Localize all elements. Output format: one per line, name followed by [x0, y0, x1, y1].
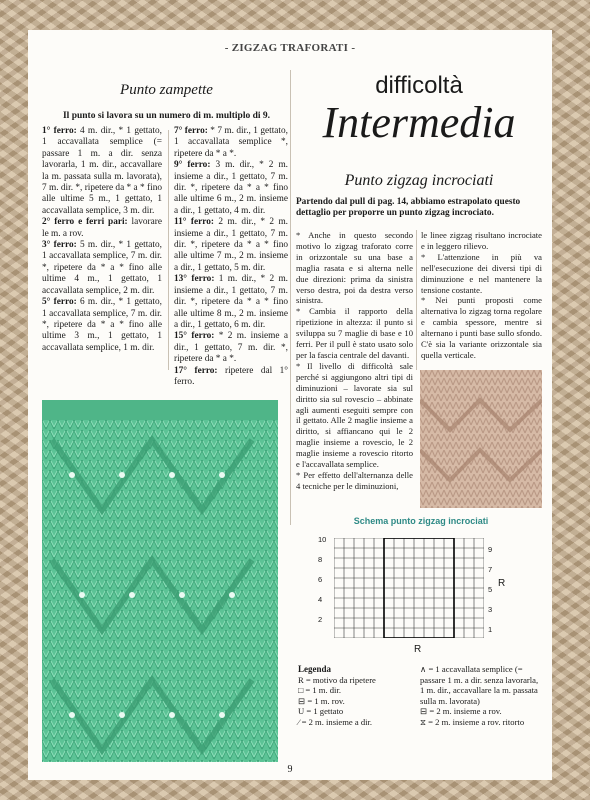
magazine-page [28, 30, 552, 780]
page-number: 9 [287, 764, 293, 775]
instruction-row [174, 160, 288, 217]
paragraph: * Il livello di difficoltà sale perché si aggiungono altri tipi di diminuzioni – lavorate sia sul diritto sia sul rovescio – abbinate agli aumenti eseguiti sempre con il gettato. Alle 2 maglie insieme a diritto, si affiancano qui le 2 maglie insieme a rovescio, le 2 maglie insieme a rovescio ritorto e l'accavallata semplice. [296, 360, 413, 470]
chart-title: Schema punto zigzag incrociati [353, 516, 489, 526]
row-number: 1° ferro: [42, 126, 77, 136]
chart-grid [334, 538, 484, 638]
left-instructions-col2 [174, 126, 288, 388]
page-divider [290, 70, 291, 525]
row-label: 3 [488, 605, 493, 614]
row-label: 8 [318, 555, 323, 564]
legend-right [420, 664, 544, 728]
row-text: 1 m. dir., * 2 m. insieme a dir., 1 gettato, 7 m. dir. *, ripetere da * a * fino alle ultime 8 m., 2 m. insieme a dir., 1 gettato, 6 m. dir. [174, 274, 289, 330]
instruction-row [42, 240, 162, 297]
paragraph: * Cambia il rapporto della ripetizione in altezza: il punto si sviluppa su 7 maglie di base e 10 ferri. Per il pull è stato usato solo per la fascia centrale del davanti. [296, 306, 413, 360]
left-intro: Il punto si lavora su un numero di m. multiplo di 9. [62, 111, 271, 121]
row-label: 5 [488, 585, 493, 594]
legend-item: ⧖ = 2 m. insieme a rov. ritorto [420, 716, 525, 727]
row-number: 5° ferro: [42, 297, 77, 308]
legend-item: ⁄ = 2 m. insieme a dir. [298, 716, 373, 727]
right-text-col1 [296, 230, 413, 492]
row-number: 3° ferro: [42, 240, 77, 251]
legend-left [298, 664, 410, 728]
legend-title: Legenda [298, 664, 332, 674]
row-text: 5 m. dir., * 1 gettato, 1 accavallata semplice, 7 m. dir. *, ripetere da * a * fino alle ultime 4 m., 1 gettato, 1 accavallata semplice, 2 m. dir. [42, 240, 162, 296]
paragraph: * Nei punti proposti come alternativa lo zigzag torna regolare e cambia spessore, mentre si alternano i punti base sullo sfondo. C'è sia la variante orizzontale sia quella verticale. [421, 295, 542, 360]
legend-item: ⊟ = 2 m. insieme a rov. [420, 706, 502, 717]
row-text: 2 m. dir., * 2 m. insieme a dir., 1 gettato, 7 m. dir. *, ripetere da * a * fino alle ultime 7 m., 2 m. insieme a dir., 1 gettato, 5 m. dir. [174, 217, 288, 273]
row-number: 13° ferro: [174, 274, 215, 285]
paragraph: * Per effetto dell'alternanza delle 4 tecniche per le diminuzioni, [296, 469, 413, 491]
repeat-label-side: R [498, 578, 506, 589]
right-intro: Partendo dal pull di pag. 14, abbiamo estrapolato questo dettaglio per proporre un punto zigzag incrociato. [296, 197, 521, 218]
row-number: 9° ferro: [174, 160, 211, 171]
difficulty-label: difficoltà [375, 72, 463, 99]
legend-item: ∧ = 1 accavallata semplice (= passare 1 m. a dir. senza lavorarla, 1 m. dir., accavallare la m. passata sulla m. lavorata) [420, 664, 539, 706]
right-title: Punto zigzag incrociati [344, 172, 494, 189]
row-number: 2° ferro e ferri pari: [42, 217, 128, 228]
row-text: 3 m. dir., * 2 m. insieme a dir., 1 gettato, 7 m. dir. *, ripetere da * a * fino alle ultime 6 m., 2 m. insieme a dir., 1 gettato, 4 m. dir. [174, 160, 289, 216]
instruction-row [174, 366, 288, 389]
row-label: 4 [318, 595, 323, 604]
instruction-row [174, 331, 288, 365]
repeat-label-bottom: R [414, 644, 422, 655]
difficulty-block [296, 72, 542, 146]
row-label: 6 [318, 575, 323, 584]
row-label: 1 [488, 625, 493, 634]
left-instructions-col1 [42, 126, 162, 354]
row-text: 6 m. dir., * 1 gettato, 1 accavallata semplice, 7 m. dir. *, ripetere da * a * fino alle ultime 3 m., 1 gettato, 1 accavallata semplice, 1 m. dir. [42, 297, 162, 353]
legend-item: ⊟ = 1 m. rov. [298, 695, 345, 706]
column-divider [168, 130, 169, 370]
row-number: 7° ferro: [174, 126, 208, 136]
instruction-row [42, 217, 162, 240]
row-text: * 7 m. dir., 1 gettato, 1 accavallata semplice *, ripetere da * a *. [174, 126, 288, 159]
row-number: 17° ferro: [174, 365, 218, 376]
row-label: 7 [488, 565, 493, 574]
row-text: lavorare le m. a rov. [42, 217, 162, 239]
difficulty-level: Intermedia [322, 98, 516, 147]
paragraph: * L'attenzione in più va nell'esecuzione dei diversi tipi di diminuzione e nel mantenere la tensione costante. [421, 251, 542, 295]
pink-knit-swatch-photo [420, 370, 542, 508]
knitting-chart [298, 516, 544, 746]
instruction-row [42, 297, 162, 354]
paragraph: * Anche in questo secondo motivo lo zigzag traforato corre in orizzontale su una base a maglia rasata e si alterna nelle due direzioni: prima da sinistra verso destra, poi da destra verso sinistra. [296, 230, 413, 306]
row-number: 11° ferro: [174, 217, 214, 228]
paragraph: le linee zigzag risultano incrociate e in leggero rilievo. [421, 230, 542, 251]
row-label: 2 [318, 615, 323, 624]
row-label: 9 [488, 545, 493, 554]
instruction-row [174, 274, 288, 331]
legend-item: □ = 1 m. dir. [298, 685, 341, 696]
right-text-col2 [421, 230, 542, 361]
row-number: 15° ferro: [174, 331, 215, 342]
legend-item: U = 1 gettato [298, 706, 344, 717]
row-label: 10 [318, 535, 327, 544]
instruction-row [174, 126, 288, 160]
left-title: Punto zampette [120, 82, 213, 98]
green-knit-swatch-photo [42, 400, 278, 762]
legend-item: R = motivo da ripetere [298, 674, 376, 685]
section-header: - ZIGZAG TRAFORATI - [224, 42, 356, 54]
column-divider-right [416, 230, 417, 370]
row-text: ripetere dal 1° ferro. [174, 365, 289, 387]
row-text: 4 m. dir., * 1 gettato, 1 accavallata semplice (= passare 1 m. a dir. senza lavorarla, 1 m. dir., accavallare la m. passata sulla m. lavorata), 7 m. dir. *, ripetere da * a * fino alle ultime 5 m., 1 gettato, 1 accavallata semplice, 3 m. dir. [42, 126, 162, 216]
instruction-row [174, 217, 288, 274]
row-text: * 2 m. insieme a dir., 1 gettato, 7 m. dir. *, ripetere da * a *. [174, 331, 288, 365]
instruction-row [42, 126, 162, 217]
